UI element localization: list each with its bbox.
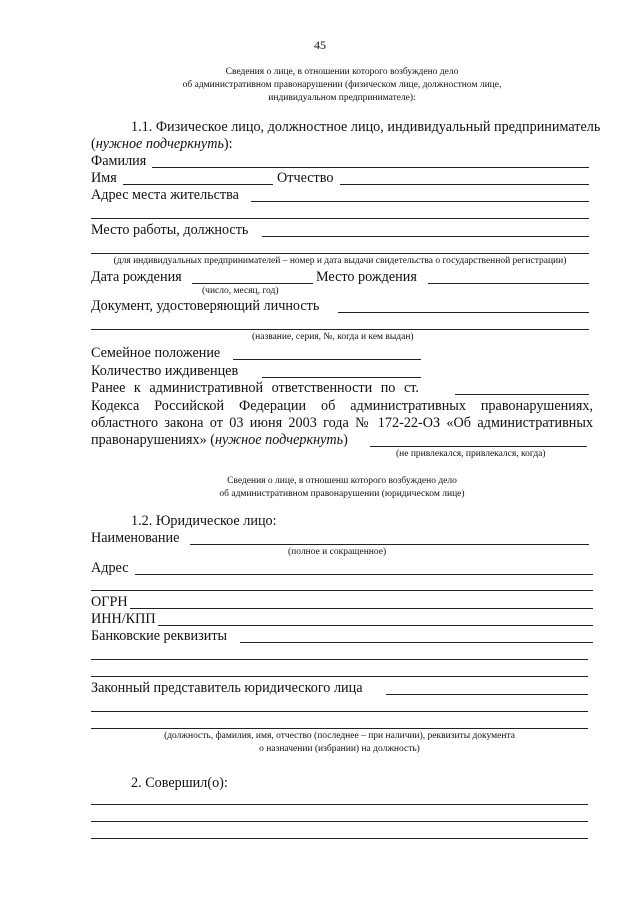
- workplace-field[interactable]: [262, 236, 589, 237]
- bank-details-label: Банковские реквизиты: [91, 628, 228, 644]
- inn-kpp-label: ИНН/КПП: [91, 611, 156, 627]
- underline-note: (нужное подчеркнуть):: [91, 136, 233, 152]
- header2-line-1: Сведения о лице, в отношенш которого возбуждено дело: [227, 476, 457, 486]
- address-label: Адрес места жительства: [91, 187, 239, 203]
- legal-rep-field-line-2[interactable]: [91, 711, 588, 712]
- surname-field[interactable]: [152, 167, 589, 168]
- hint-org-name: (полное и сокращенное): [288, 547, 387, 557]
- address-field-line-2[interactable]: [91, 218, 589, 219]
- underline-note-text: нужное подчеркнуть: [95, 136, 224, 152]
- page-number: 45: [314, 38, 326, 52]
- committed-field-line-1[interactable]: [91, 804, 588, 805]
- ogrn-field[interactable]: [130, 608, 593, 609]
- birth-place-label: Место рождения: [316, 269, 417, 285]
- bank-details-field-line-2[interactable]: [91, 659, 588, 660]
- committed-field-line-2[interactable]: [91, 821, 588, 822]
- prior-liability-line-4: правонарушениях» (нужное подчеркнуть): [91, 432, 348, 448]
- header-line-3: индивидуальном предпринимателе):: [268, 93, 416, 103]
- bank-details-field[interactable]: [240, 642, 593, 643]
- name-field[interactable]: [123, 184, 273, 185]
- birth-date-field[interactable]: [192, 283, 313, 284]
- committed-field-line-3[interactable]: [91, 838, 588, 839]
- name-label: Имя: [91, 170, 117, 186]
- prior-liability-line-1: Ранее к административной ответственности по ст.: [91, 380, 419, 396]
- org-name-label: Наименование: [91, 530, 180, 546]
- prior-article-field[interactable]: [455, 394, 589, 395]
- prior-liability-line-3: областного закона от 03 июня 2003 года № 172-22-ОЗ «Об административных: [91, 415, 593, 431]
- family-status-field[interactable]: [233, 359, 421, 360]
- legal-rep-field[interactable]: [386, 694, 588, 695]
- family-status-label: Семейное положение: [91, 345, 221, 361]
- address-field[interactable]: [251, 201, 589, 202]
- patronymic-field[interactable]: [340, 184, 589, 185]
- workplace-field-line-2[interactable]: [91, 253, 589, 254]
- id-document-field-line-2[interactable]: [91, 329, 589, 330]
- ogrn-label: ОГРН: [91, 594, 128, 610]
- prior-liability-field[interactable]: [370, 446, 587, 447]
- section-1-1-title: 1.1. Физическое лицо, должностное лицо, индивидуальный предприниматель: [131, 119, 601, 135]
- org-address-label: Адрес: [91, 560, 129, 576]
- org-address-field[interactable]: [135, 574, 593, 575]
- header2-line-2: об административном правонарушении (юридическом лице): [219, 489, 465, 499]
- inn-kpp-field[interactable]: [158, 625, 593, 626]
- birth-date-label: Дата рождения: [91, 269, 182, 285]
- org-name-field[interactable]: [190, 544, 589, 545]
- hint-document: (название, серия, №, когда и кем выдан): [252, 332, 414, 342]
- workplace-label: Место работы, должность: [91, 222, 249, 238]
- dependents-label: Количество иждивенцев: [91, 363, 239, 379]
- dependents-field[interactable]: [262, 377, 421, 378]
- legal-rep-field-line-3[interactable]: [91, 728, 588, 729]
- hint-entrepreneur: (для индивидуальных предпринимателей – номер и дата выдачи свидетельства о государственной регистрации): [113, 256, 567, 266]
- id-document-field[interactable]: [338, 312, 589, 313]
- section-1-2-title: 1.2. Юридическое лицо:: [131, 513, 277, 529]
- id-document-label: Документ, удостоверяющий личность: [91, 298, 320, 314]
- org-address-field-line-2[interactable]: [91, 590, 593, 591]
- prior-liability-line-2: Кодекса Российской Федерации об административных правонарушениях,: [91, 398, 593, 414]
- surname-label: Фамилия: [91, 153, 147, 169]
- hint-prior: (не привлекался, привлекался, когда): [396, 449, 546, 459]
- header-line-2: об административном правонарушении (физическом лице, должностном лице,: [182, 80, 502, 90]
- section-2-title: 2. Совершил(о):: [131, 775, 228, 791]
- birth-place-field[interactable]: [428, 283, 589, 284]
- prior-underline-note: нужное подчеркнуть: [214, 432, 344, 448]
- hint-date: (число, месяц, год): [202, 286, 279, 296]
- header-line-1: Сведения о лице, в отношении которого возбуждено дело: [225, 67, 459, 77]
- hint-legal-rep-2: о назначении (избрании) на должность): [259, 744, 420, 754]
- legal-rep-label: Законный представитель юридического лица: [91, 680, 363, 696]
- bank-details-field-line-3[interactable]: [91, 676, 588, 677]
- hint-legal-rep-1: (должность, фамилия, имя, отчество (последнее – при наличии), реквизиты документа: [164, 731, 515, 741]
- patronymic-label: Отчество: [277, 170, 334, 186]
